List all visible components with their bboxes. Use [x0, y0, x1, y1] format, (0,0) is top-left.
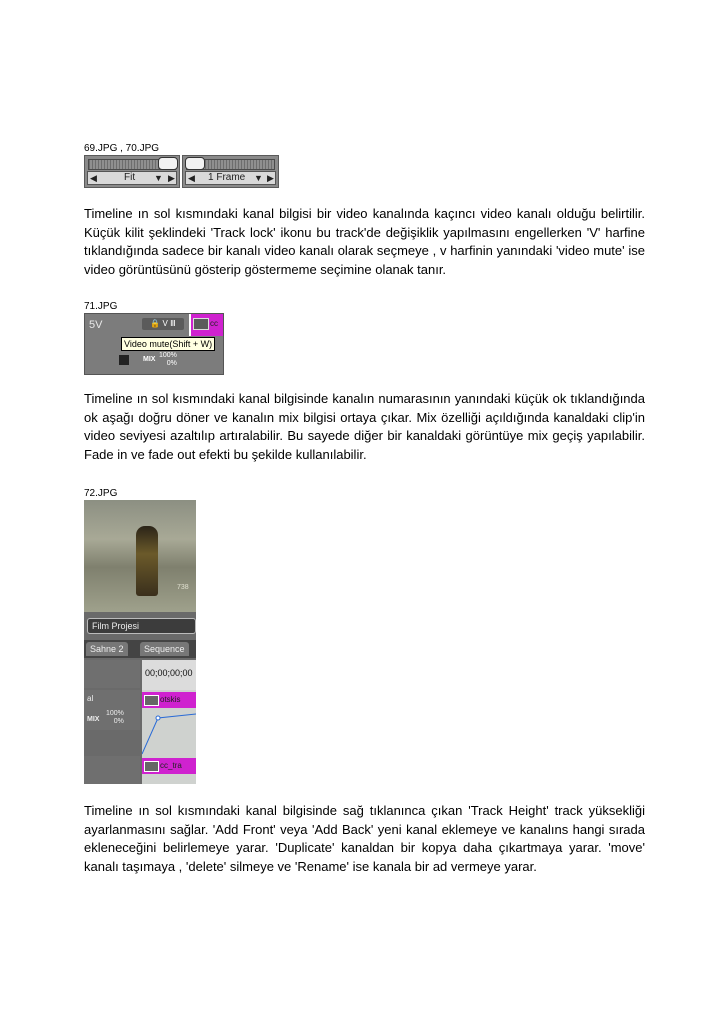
track-header-bottom [84, 756, 140, 784]
chevron-left-icon[interactable]: ◀ [90, 173, 97, 183]
mix-values[interactable] [159, 352, 177, 368]
timeline-clip-top[interactable] [142, 692, 196, 708]
preview-figure [136, 526, 158, 596]
timecode: 00;00;00;00 [145, 668, 193, 678]
editor-composite-screenshot [84, 500, 196, 784]
timeline-clip-bottom[interactable] [142, 758, 196, 774]
clip-thumbnail [144, 695, 159, 706]
track-header-video [84, 690, 140, 730]
zoom-slider-thumb[interactable] [185, 157, 205, 170]
mix-value-top: 100% [106, 710, 124, 717]
track-name[interactable]: 5V [89, 319, 103, 331]
track-lock-icon[interactable]: 🔒 V Ⅲ [142, 318, 184, 330]
mix-value-top: 100% [159, 352, 177, 359]
mix-values[interactable] [106, 710, 124, 726]
mix-value-bottom: 0% [166, 360, 177, 367]
chevron-left-icon[interactable]: ◀ [188, 173, 195, 183]
timeline-clip[interactable] [189, 314, 224, 336]
chevron-right-icon[interactable]: ▶ [267, 173, 274, 183]
zoom-control-frame [182, 155, 279, 188]
track-header-top [84, 660, 140, 688]
zoom-select[interactable] [87, 171, 177, 185]
figure-caption-71: 71.JPG [84, 301, 118, 312]
zoom-control-fit [84, 155, 180, 188]
paragraph-track-menu: Timeline ın sol kısmındaki kanal bilgisinde sağ tıklanınca çıkan 'Track Height' track yüksekliği ayarlanmasını sağlar. 'Add Front' veya 'Add Back' yeni kanal eklemeye ve kanalıns hangi sırada ekleneceğini belirlemeye yarar. 'Duplicate' kanaldan bir kopya daha çıkartmaya yarar. 'move' kanalı taşımaya , 'delete' silmeye ve 'Rename' ise kanala bir ad vermeye yarar. [84, 803, 645, 874]
figure-caption-69-70: 69.JPG , 70.JPG [84, 143, 160, 154]
clip-thumbnail [193, 318, 209, 330]
mix-rubberband-line[interactable] [142, 706, 196, 756]
mix-icon[interactable] [119, 355, 129, 365]
clip-label: cc_tra [160, 761, 182, 770]
mix-label: MIX [87, 716, 100, 723]
mix-label: MIX [143, 356, 156, 363]
zoom-select-value: Fit [124, 172, 136, 183]
sequence-tabs [84, 640, 196, 658]
preview-watermark: 738 [177, 584, 189, 591]
mix-value-bottom: 0% [113, 718, 124, 725]
zoom-slider-thumb[interactable] [158, 157, 178, 170]
zoom-select[interactable] [185, 171, 276, 185]
track-header-screenshot [84, 313, 224, 375]
project-name-field[interactable]: Film Projesi [87, 618, 196, 634]
track-label[interactable]: al [87, 694, 94, 703]
preview-image [84, 500, 196, 612]
tab-sequence[interactable]: Sequence [140, 642, 189, 656]
chevron-down-icon[interactable]: ▼ [154, 173, 163, 183]
chevron-right-icon[interactable]: ▶ [168, 173, 175, 183]
clip-label: cc [210, 319, 218, 328]
paragraph-mix-info: Timeline ın sol kısmındaki kanal bilgisinde kanalın numarasının yanındaki küçük ok tıklandığında ok aşağı doğru döner ve kanalın mix bilgisi ortaya çıkar. Mix özelliği açıldığında kanaldaki clip'in video seviyesi azaltılıp artıralabilir. Bu sayede diğer bir kanaldaki görüntüye mix geçiş yapılabilir. Fade in ve fade out efekti bu şekilde kullanılabilir. [84, 391, 645, 462]
paragraph-track-info: Timeline ın sol kısmındaki kanal bilgisi bir video kanalında kaçıncı video kanalı olduğu belirtilir. Küçük kilit şeklindeki 'Track lock' ikonu bu track'de değişiklik yapılmasını engellerken 'V' harfine tıklandığında sadece bir kanalı video kanalı olarak seçmeye , v harfinin yanındaki 'video mute' ise video görüntüsünü gösterip göstermeme seçimine olanak tanır. [84, 206, 645, 277]
zoom-select-value: 1 Frame [208, 172, 246, 183]
figure-caption-72: 72.JPG [84, 488, 118, 499]
clip-thumbnail [144, 761, 159, 772]
clip-label: otskis [160, 695, 181, 704]
tab-sahne-2[interactable]: Sahne 2 [86, 642, 128, 656]
chevron-down-icon[interactable]: ▼ [254, 173, 263, 183]
video-mute-tooltip: Video mute(Shift + W) [121, 337, 215, 351]
